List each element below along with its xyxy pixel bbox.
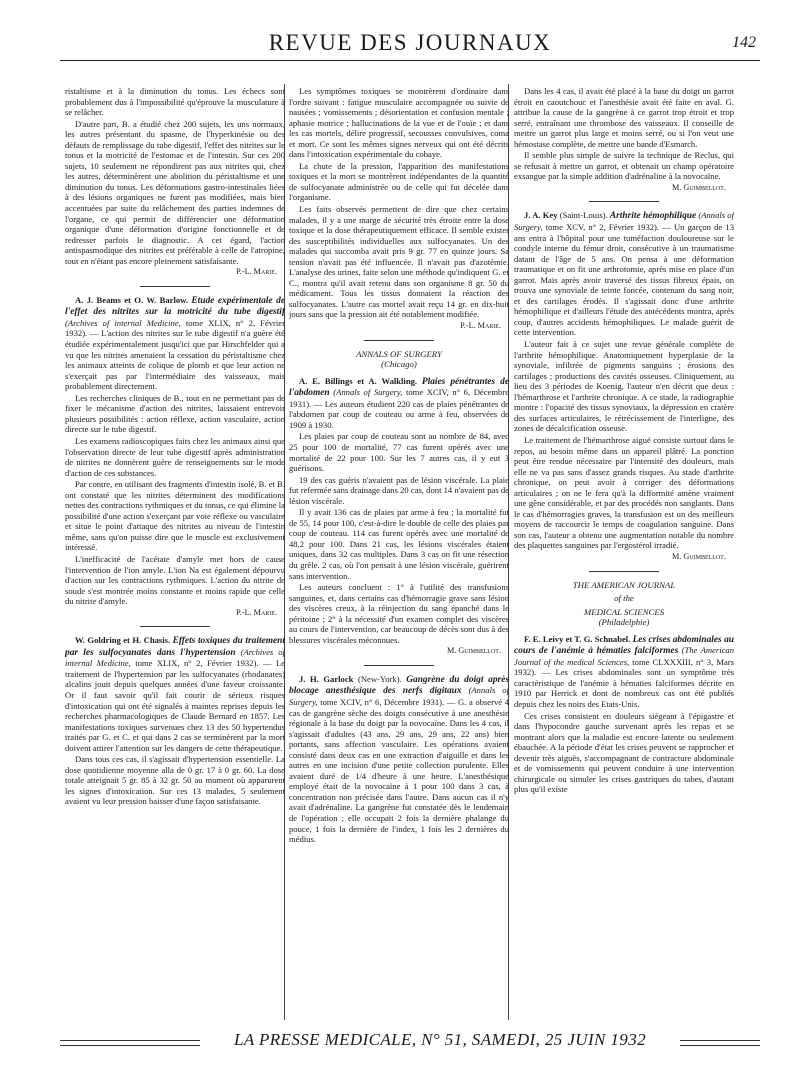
journal-section-name: MEDICAL SCIENCES bbox=[583, 606, 665, 617]
article-text: tome CLXXXIII, n° 3, Mars 1932). — Les crises abdominales sont un symptôme très caractéristique de l'anémie à hématies falciformes décrite en 1910 par Herrick et dont de nombreux cas ont été publiés depuis chez les noirs des Etats-Unis. bbox=[514, 656, 734, 709]
signature: M. Guimbellot. bbox=[447, 646, 501, 656]
paragraph: Les examens radioscopiques faits chez les animaux ainsi que l'observation directe de leur tube digestif après administration de nitrites ne donnèrent guère de renseignements sur le mode d'action de ces substances. bbox=[65, 435, 285, 478]
journal-section-heading: ANNALS OF SURGERY bbox=[356, 348, 442, 359]
article-text: tome XCIV, n° 6, Décembre 1931). — G. a observé 4 cas de gangrène sèche des doigts consécutive à une anesthésie régionale à la base du doigt par la novocaïne. Dans les 4 cas, il s'agissait d'adultes (43 ans, 29 ans, 29 ans, 22 ans) bien portants, sans affection vasculaire. Les opérations avaient consisté dans deux cas en une extraction d'aiguille et dans les autres en une incision d'une petite collection purulente. Elles avaient duré de 1/4 d'heure à une heure. L'anesthésique employé était de la novocaïne à 1 pour 100 dans 3 cas, à concentration non précisée dans l'autre. Dans aucun cas il n'y avait d'adrénaline. La gangrène fut constatée dès le lendemain de l'opération ; elle occupait 2 fois la dernière phalange du pouce, 1 fois la dernière de l'index, 1 fois les 2 dernières du médius. bbox=[289, 696, 509, 845]
journal-section-of: of the bbox=[614, 593, 634, 604]
signature: P.-L. Marie. bbox=[236, 607, 277, 617]
article-source: (The American Journal of the medical Sciences, bbox=[514, 645, 734, 667]
paragraph: Les recherches cliniques de B., tout en ne permettant pas de fixer le mécanisme d'action des nitrites, laissaient entrevoir plusieurs possibilités : action réflexe, action vasculaire, action directe sur le tube digestif. bbox=[65, 392, 285, 435]
column-middle bbox=[289, 86, 509, 1014]
article-source: (Archives of internal Medicine, bbox=[65, 317, 181, 328]
article-authors: A. J. Beams et O. W. Barlow. bbox=[75, 294, 189, 305]
separator bbox=[364, 665, 434, 666]
paragraph: La chute de la pression, l'apparition des manifestations toxiques et la mort se montrèrent indépendantes de la quantité de sulfocyanate administrée ou de celle qui fut décelée dans l'organisme. bbox=[289, 160, 509, 203]
article-text: tome XLIX, n° 2, Février 1932). — L'action des nitrites sur le tube digestif n'a guère été étudiée expérimentalement jusqu'ici que par Hirschfelder qui a vu que les nitrites amenaient la cessation du péristaltisme chez les animaux atteints de colique de plomb et que leur action ne s'exerçait pas par l'intermédiaire des vaisseaux, mais probablement directement. bbox=[65, 317, 285, 392]
article-title: Les crises abdominales au cours de l'anémie à hématies falciformes bbox=[514, 634, 734, 657]
separator bbox=[140, 286, 210, 287]
article-source: (Annals of Surgery, bbox=[514, 210, 734, 233]
paragraph: Dans tous ces cas, il s'agissait d'hypertension essentielle. La dose quotidienne moyenne alla de 0 gr. 17 à 0 gr. 60. La dose totale atteignait 5 gr. 85 à 32 gr. 50 au moment où apparurent les signes d'intoxication. Sur ces 13 malades, 5 seulement avaient vu leur pression baisser d'une façon satisfaisante. bbox=[65, 754, 285, 807]
article-source: (Annals of Surgery, bbox=[333, 387, 403, 398]
page-header bbox=[60, 8, 760, 66]
paragraph: Dans les 4 cas, il avait été placé à la base du doigt un garrot étroit en caoutchouc et l'anesthésie avait été faite en aval. G. attribue la cause de la gangrène à ce garrot trop étroit et trop serré, entraînant une thrombose des vaisseaux. Il conseille de mettre un garrot plus large et moins serré, ou si l'on veut une hémostase complète, de mettre une bande d'Esmarch. bbox=[514, 86, 734, 149]
paragraph: Les auteurs concluent : 1° à l'utilité des transfusions sanguines, et, dans certains cas d'hémorragie grave sans lésion des viscères creux, à la réinjection du sang épanché dans le péritoine ; 2° à la nécessité d'un examen complet des viscères au cours de l'intervention, car beaucoup de décès sont dus à des blessures viscérales méconnues. bbox=[289, 582, 509, 645]
article-heading bbox=[514, 634, 734, 710]
paragraph: Ces crises consistent en douleurs siégeant à l'épigastre et dans l'hypocondre gauche survenant après les repas et se montrant alors que la maladie est encore latente ou seulement ébauchée. A la période d'état les crises peuvent se rapprocher et devenir très aiguës, s'accompagnant de contracture abdominale et de vomissements qui peuvent conduire à une intervention chirurgicale ou simuler les crises gastriques du tabes, d'autant plus qu'il existe bbox=[514, 710, 734, 795]
signature: M. Guimbellot. bbox=[672, 182, 726, 192]
footer-rule bbox=[680, 1040, 760, 1046]
paragraph: ristaltisme et à la diminution du tonus. Les échecs sont probablement dus à l'impossibilité qu'éprouve la musculature à se relâcher. bbox=[65, 86, 285, 118]
separator bbox=[364, 340, 434, 341]
page-footer bbox=[60, 1030, 760, 1060]
paragraph: 19 des cas guéris n'avaient pas de lésion viscérale. La plaie fut refermée sans drainage dans 20 cas, dont 14 n'avaient pas de lésion viscérale. bbox=[289, 474, 509, 506]
paragraph: Par contre, en utilisant des fragments d'intestin isolé, B. et B. ont constaté que les nitrites déterminent des modifications nettes des contractions rythmiques et du tonus, ce qui élimine la possibilité d'une action s'exerçant par voie réflexe ou vasculaire et situe le point d'attaque des nitrites au niveau de l'intestin même, sans qu'on puisse dire que le muscle est exclusivement intéressé. bbox=[65, 479, 285, 553]
paragraph: Il y avait 136 cas de plaies par arme à feu ; la mortalité fut de 55, 14 pour 100, c'est-à-dire le double de celle des plaies par coup de couteau. 114 cas furent opérés avec une mortalité de 48,2 pour 100. Dans 21 cas, les lésions viscérales étaient uniques, dans 32 cas multiples. Dans 3 cas on fit une résection du grêle. 2 cas, où l'on pensait à une lésion viscérale, guérirent sans intervention. bbox=[289, 507, 509, 581]
article-source: (Archives of internal Medicine, bbox=[65, 646, 285, 669]
article-title: Plaies pénétrantes de l'abdomen bbox=[289, 376, 509, 399]
column-right bbox=[514, 86, 734, 1014]
column-left bbox=[65, 86, 285, 1014]
paragraph: Les plaies par coup de couteau sont au nombre de 84, avec 25 pour 100 de mortalité, 77 cas furent opérés avec une mortalité de 22 pour 100. Sur les 7 autres cas, il y eut 3 guérisons. bbox=[289, 431, 509, 474]
article-city: (Saint-Louis). bbox=[559, 210, 608, 221]
article-text: tome XCIV, n° 6, Décembre 1931). — Les auteurs étudient 220 cas de plaies pénétrantes de l'abdomen par coup de couteau ou arme à feu, observées de 1909 à 1930. bbox=[289, 387, 509, 430]
paragraph: Le traitement de l'hémarthrose aiguë consiste surtout dans le repos, au besoin même dans un appareil plâtré. La ponction peut être rendue nécessaire par l'intensité des douleurs, mais elle ne va pas sans d'assez grands risques. Au stade d'arthrite chronique, on peut avoir à corriger des déformations articulaires ; on ne le fera qu'à la difformité amène vraiment une gêne considérable, et par des procédés non sanglants. Dans le cas d'hémorragies graves, la transfusion est un des meilleurs moyens de raccourcir le temps de coagulation sanguine. Dans son cas, l'auteur a obtenu une augmentation notable du nombre des plaquettes sanguines par l'ergostérol irradié. bbox=[514, 434, 734, 551]
paragraph: Les symptômes toxiques se montrèrent d'ordinaire dans l'ordre suivant : fatigue musculaire accompagnée ou suivie de nausées ; vomissements ; désorientation et confusion mentale ; aphasie motrice ; hallucinations de la vue et de l'ouïe ; et dans les cas mortels, délire progressif, secousses convulsives, coma et mort. Ce sont les mêmes signes nerveux qui ont été décrits dans l'intoxication expérimentale du cobaye. bbox=[289, 86, 509, 160]
article-authors: F. E. Leivy et T. G. Schnabel. bbox=[524, 633, 631, 644]
journal-section-heading: THE AMERICAN JOURNAL bbox=[572, 579, 676, 590]
journal-section-city: (Chicago) bbox=[381, 359, 417, 370]
article-city: (New-York). bbox=[357, 673, 402, 684]
article-authors: J. H. Garlock bbox=[299, 673, 354, 684]
header-rule bbox=[60, 60, 760, 61]
footer-publication: LA PRESSE MEDICALE, N° 51, SAMEDI, 25 JUIN 1932 bbox=[234, 1030, 646, 1049]
article-title: Arthrite hémophilique bbox=[609, 211, 697, 222]
article-authors: W. Goldring et H. Chasis. bbox=[75, 635, 171, 646]
article-source: (Annals of Surgery, bbox=[289, 685, 509, 707]
signature: P.-L. Marie. bbox=[236, 267, 277, 277]
journal-section-city: (Philadelphie) bbox=[598, 617, 650, 628]
paragraph: L'inefficacité de l'acétate d'amyle met hors de cause l'intervention de l'ion amyle. L'ion Na est également dépourvu d'action sur les contractions rythmiques. L'action du nitrite de soude s'est montrée moins constante et moins rapide que celle du nitrite d'amyle. bbox=[65, 553, 285, 607]
article-heading bbox=[514, 210, 734, 338]
article-authors: J. A. Key bbox=[524, 210, 558, 221]
separator bbox=[589, 571, 659, 572]
signature: M. Guimbellot. bbox=[672, 551, 726, 561]
paragraph: Il semble plus simple de suivre la technique de Reclus, qui se refusait à mettre un garrot, et obtenait un champ opératoire exsangue par la simple addition d'adrénaline à la novocaïne. bbox=[514, 150, 734, 182]
page-number: 142 bbox=[732, 34, 756, 51]
article-title: Effets toxiques du traitement par les sulfocyanates dans l'hypertension bbox=[65, 636, 285, 658]
article-heading bbox=[65, 635, 285, 753]
separator bbox=[140, 626, 210, 627]
signature: P.-L. Marie. bbox=[460, 321, 501, 331]
separator bbox=[589, 201, 659, 202]
journal-section-title: REVUE DES JOURNAUX bbox=[268, 30, 552, 55]
article-text: tome XLIX, n° 2, Février 1932). — Le traitement de l'hypertension par les sulfocyanates (rhodanates) alcalins jouit depuis quelques années d'une faveur croissante. Or il faut savoir qu'il fait courir de sérieux risques d'intoxication qui ont été signalés à maintes reprises depuis les recherches pharmacologiques de Claude Bernard en 1857. Les manifestations toxiques survenues chez 13 des 50 hypertendus traités par G. et C. et qui dans 2 cas se terminèrent par la mort doivent attirer l'attention sur les dangers de cette thérapeutique. bbox=[65, 658, 285, 753]
article-text: tome XCV, n° 2, Février 1932). — Un garçon de 13 ans entra à l'hôpital pour une tuméfaction douloureuse sur le condyle interne du fémur droit, consécutive à un traumatisme datant de l'âge de 5 ans. On pensa à une déformation traumatique et on fit une arthrotomie, après mise en place d'un garrot. Mais après avoir traversé des tissus fibreux épais, on trouva une synoviale de teinte foncée, contenant du sang noir, et des cartilages érodés. Il s'agissait donc d'une arthrite hémophilique et d'ailleurs l'étude des antécédents montra, après coup, d'autres accidents hémophiliques. Le malade guérit de cette intervention. bbox=[514, 222, 734, 338]
article-title: Etude expérimentale de l'effet des nitrites sur la motricité du tube digestif bbox=[65, 295, 285, 318]
paragraph: Les faits observés permettent de dire que chez certains malades, il y a une marge de sécurité très étroite entre la dose toxique et la dose thérapeutiquement efficace. Il semble exister des susceptibilités individuelles aux sulfocyanates. Un des malades qui succomba avait pris 9 gr. 77 en quinze jours. Sa tension n'avait pas été influencée. Il n'avait pas d'azotémie. L'analyse des urines, faite selon une méthode qu'indiquent G. et C., montra qu'il avait retenu dans son organisme 8 gr. 50 du médicament. Tous les tissus donnaient la réaction des sulfocyanates. L'autre cas mortel avait reçu 14 gr. en dix-huit jours sans que la pression ait été notablement modifiée. bbox=[289, 204, 509, 320]
article-authors: A. E. Billings et A. Walkling. bbox=[299, 375, 418, 386]
paragraph: D'autre part, B. a étudié chez 200 sujets, les uns normaux, les autres présentant du spasme, de l'hyperkinésie ou des défauts de remplissage du tube digestif, l'effet des nitrites sur le tonus et la motricité de l'estomac et de l'intestin. Sur ces 200 sujets, 10 seulement ne répondirent pas aux nitrites qui, chez les autres, déterminèrent une abolition du péristaltisme et une diminution du tonus. Les déformations gastro-intestinales liées à des lésions organiques ne furent pas modifiées, mais bien accentuées par suite du relâchement des parties indemnes de l'organe, ce qui permit de différencier une déformation organique d'une déformation d'origine fonctionnelle et de redresser parfois le diagnostic. A cet égard, l'action antispasmodique des nitrites est préférable à celle de l'atropine, tout en n'étant pas encore pleinement satisfaisante. bbox=[65, 118, 285, 266]
article-heading bbox=[289, 674, 509, 845]
footer-rule bbox=[60, 1040, 200, 1046]
paragraph: L'auteur fait à ce sujet une revue générale complète de l'arthrite hémophilique. Anatomiquement hyperplasie de la synoviale, infiltrée de pigments sanguins ; érosions des cartilages ; productions des cavités osseuses. Cliniquement, au lieu des 3 périodes de Koenig, l'auteur n'en décrit que deux : l'hémarthrose et l'arthrite chronique. A ce stade, la radiographie montre : l'opacité des tissus synoviaux, la dépression en cratère des surfaces articulaires, le rétrécissement de l'interligne, des zones de décalcification osseuse. bbox=[514, 339, 734, 434]
article-title: Gangrène du doigt après blocage anesthésique des nerfs digitaux bbox=[289, 674, 509, 697]
article-heading bbox=[65, 295, 285, 392]
article-heading bbox=[289, 376, 509, 431]
